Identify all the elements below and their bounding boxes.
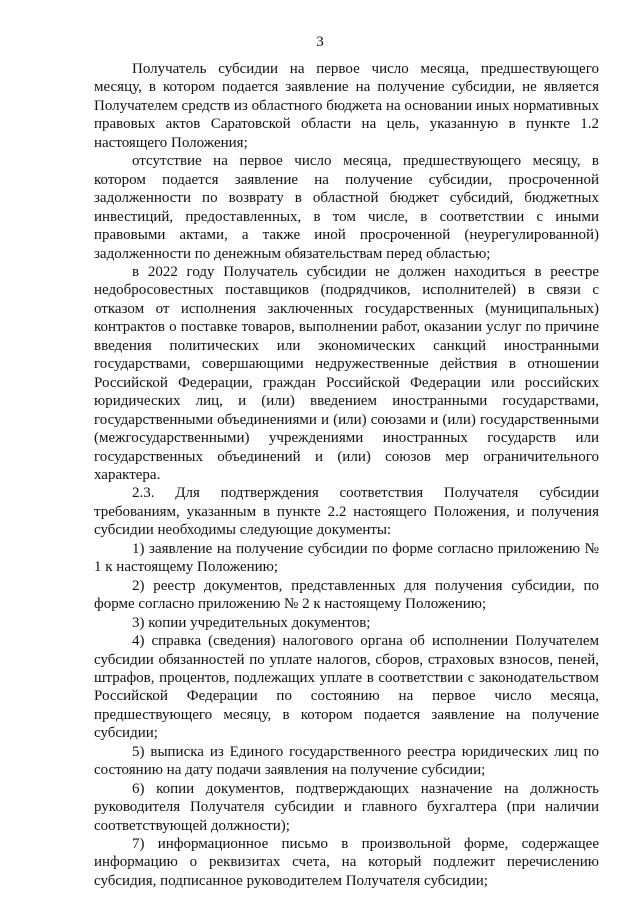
paragraph-unreliable-suppliers-registry: в 2022 году Получатель субсидии не должен находиться в реестре недобросовестных поставщиков (подрядчиков, исполнителей) в связи с отказом от исполнения заключенных государственных (муниципальных) контрактов о поставке товаров, выполнении работ, оказании услуг по причине введения политических или экономических санкций иностранными государствами, совершающими недружественные действия в отношении Российской Федерации, граждан Российской Федерации или российских юридических лиц, и (или) введением иностранными государствами, государственными объединениями и (или) союзами и (или) государственными (межгосударственными) учреждениями иностранных государств или государственных объединений и (или) союзов мер ограничительного характера. <box>94 263 599 483</box>
list-item-3: 3) копии учредительных документов; <box>132 614 371 631</box>
list-item-6: 6) копии документов, подтверждающих назначение на должность руководителя Получателя субсидии и главного бухгалтера (при наличии соответствующей должности); <box>94 780 599 834</box>
paragraph-recipient-not-funded: Получатель субсидии на первое число месяца, предшествующего месяцу, в котором подается заявление на получение субсидии, не является Получателем средств из областного бюджета на основании иных нормативных правовых актов Саратовской области на цель, указанную в пункте 1.2 настоящего Положения; <box>94 61 599 151</box>
paragraph-section-2-3: 2.3. Для подтверждения соответствия Получателя субсидии требованиям, указанным в пункте 2.2 настоящего Положения, и получения субсидии необходимы следующие документы: <box>94 485 599 539</box>
list-item-4: 4) справка (сведения) налогового органа об исполнении Получателем субсидии обязанностей по уплате налогов, сборов, страховых взносов, пеней, штрафов, процентов, подлежащих уплате в соответствии с законодательством Российской Федерации по состоянию на первое число месяца, предшествующего месяцу, в котором подается заявление на получение субсидии; <box>94 633 599 742</box>
list-item-5: 5) выписка из Единого государственного реестра юридических лиц по состоянию на дату подачи заявления на получение субсидии; <box>94 743 599 779</box>
list-item-1: 1) заявление на получение субсидии по форме согласно приложению № 1 к настоящему Положению; <box>94 540 599 576</box>
paragraph-no-overdue-debt: отсутствие на первое число месяца, предшествующего месяцу, в котором подается заявление на получение субсидии, просроченной задолженности по возврату в областной бюджет субсидий, бюджетных инвестиций, предоставленных, в том числе, в соответствии с иными правовыми актами, а также иной просроченной (неурегулированной) задолженности по денежным обязательствам перед областью; <box>94 153 599 262</box>
list-item-2: 2) реестр документов, представленных для получения субсидии, по форме согласно приложению № 2 к настоящему Положению; <box>94 577 599 613</box>
document-body <box>94 60 599 890</box>
list-item-7: 7) информационное письмо в произвольной форме, содержащее информацию о реквизитах счета, на который подлежит перечислению субсидия, подписанное руководителем Получателя субсидии; <box>94 836 599 889</box>
page-number: 3 <box>316 34 324 50</box>
